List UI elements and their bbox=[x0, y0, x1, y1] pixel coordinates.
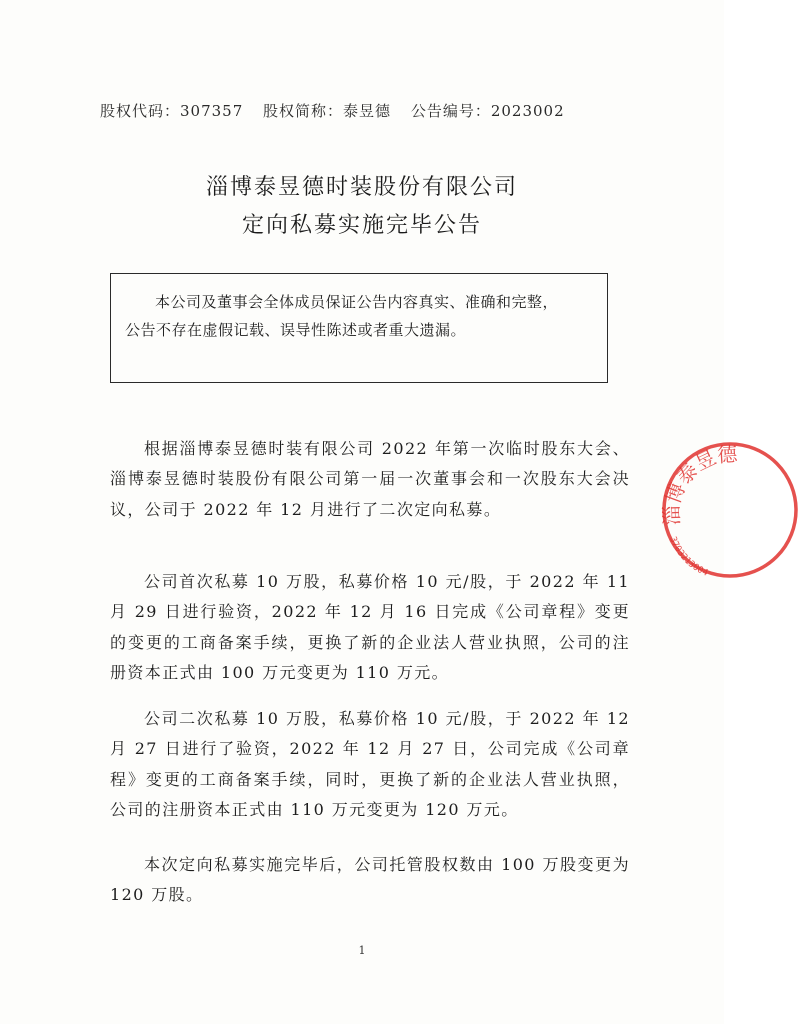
body-paragraph-4 bbox=[110, 850, 630, 911]
paragraph-text: 公司二次私募 10 万股，私募价格 10 元/股，于 2022 年 12 月 27 日进行了验资，2022 年 12 月 27 日，公司完成《公司章程》变更的工商备案手续，同时，更换了新的企业法人营业执照，公司的注册资本正式由 110 万元变更为 120 万元。 bbox=[110, 709, 630, 820]
notice-title: 定向私募实施完毕公告 bbox=[241, 213, 482, 238]
paragraph-text: 公司首次私募 10 万股，私募价格 10 元/股，于 2022 年 11 月 29 日进行验资，2022 年 12 月 16 日完成《公司章程》变更的变更的工商备案手续，更换了新的企业法人营业执照，公司的注册资本正式由 100 万元变更为 110 万元。 bbox=[110, 572, 630, 683]
page-number: 1 bbox=[358, 944, 366, 957]
stock-code: 股权代码：307357 bbox=[100, 102, 244, 120]
body-paragraph-3 bbox=[110, 704, 630, 826]
seal-number-text: 3703213004 bbox=[667, 535, 710, 579]
notice-number: 公告编号：2023002 bbox=[410, 102, 565, 120]
body-paragraph-1 bbox=[110, 434, 630, 525]
disclaimer-box bbox=[110, 273, 608, 383]
document-header bbox=[100, 100, 640, 121]
disclaimer-line-1: 本公司及董事会全体成员保证公告内容真实、准确和完整， bbox=[155, 293, 559, 311]
company-seal bbox=[650, 430, 810, 590]
stock-short-name: 股权简称：泰昱德 bbox=[263, 102, 392, 120]
paragraph-text: 本次定向私募实施完毕后，公司托管股权数由 100 万股变更为 120 万股。 bbox=[110, 855, 630, 905]
body-paragraph-2 bbox=[110, 567, 630, 689]
disclaimer-line-2: 公告不存在虚假记载、误导性陈述或者重大遗漏。 bbox=[125, 321, 467, 339]
company-title: 淄博泰昱德时装股份有限公司 bbox=[205, 175, 518, 200]
seal-name-text: 淄博泰昱德 bbox=[659, 442, 738, 526]
paragraph-text: 根据淄博泰昱德时装有限公司 2022 年第一次临时股东大会、淄博泰昱德时装股份有限公司第一届一次董事会和一次股东大会决议，公司于 2022 年 12 月进行了二次定向私募。 bbox=[110, 439, 630, 519]
